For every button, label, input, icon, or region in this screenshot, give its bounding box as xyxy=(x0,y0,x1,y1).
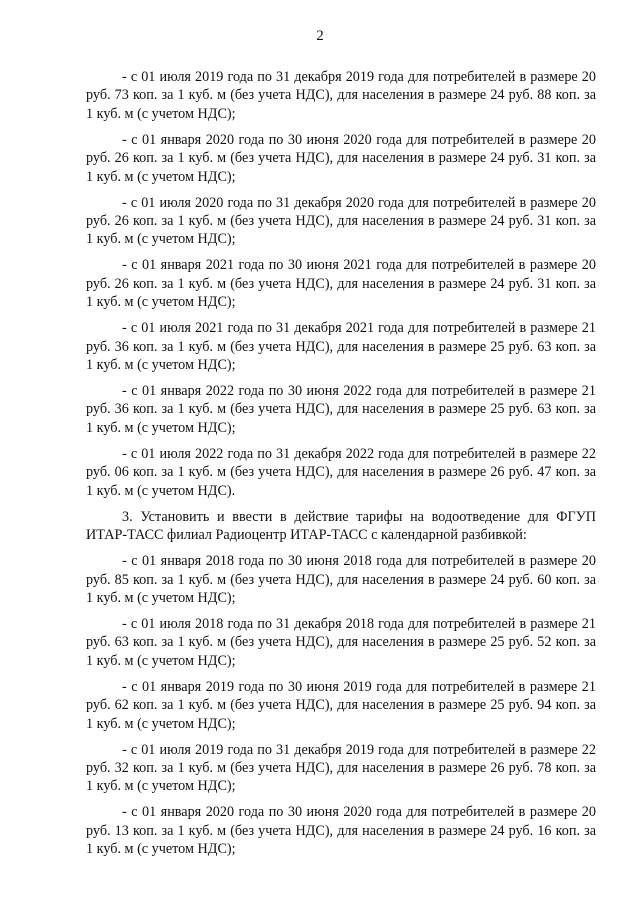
tariff-item-water-2022-h1: - с 01 января 2022 года по 30 июня 2022 года для потребителей в размере 21 руб. 36 коп. за 1 куб. м (без учета НДС), для населения в размере 25 руб. 63 коп. за 1 куб. м (с учетом НДС); xyxy=(86,383,596,436)
tariff-item-water-2022-h2: - с 01 июля 2022 года по 31 декабря 2022 года для потребителей в размере 22 руб. 06 коп. за 1 куб. м (без учета НДС), для населения в размере 26 руб. 47 коп. за 1 куб. м (с учетом НДС). xyxy=(86,445,596,499)
clause-3-wastewater-heading: 3. Установить и ввести в действие тарифы на водоотведение для ФГУП ИТАР-ТАСС филиал Радиоцентр ИТАР-ТАСС с календарной разбивкой: xyxy=(86,508,596,544)
tariff-item-water-2020-h2: - с 01 июля 2020 года по 31 декабря 2020 года для потребителей в размере 20 руб. 26 коп. за 1 куб. м (без учета НДС), для населения в размере 24 руб. 31 коп. за 1 куб. м (с учетом НДС); xyxy=(86,194,596,248)
tariff-item-water-2019-h2: - с 01 июля 2019 года по 31 декабря 2019 года для потребителей в размере 20 руб. 73 коп. за 1 куб. м (без учета НДС), для населения в размере 24 руб. 88 коп. за 1 куб. м (с учетом НДС); xyxy=(86,69,596,122)
tariff-item-wastewater-2018-h1: - с 01 января 2018 года по 30 июня 2018 года для потребителей в размере 20 руб. 85 коп. за 1 куб. м (без учета НДС), для населения в размере 24 руб. 60 коп. за 1 куб. м (с учетом НДС); xyxy=(86,553,596,606)
tariff-item-water-2021-h2: - с 01 июля 2021 года по 31 декабря 2021 года для потребителей в размере 21 руб. 36 коп. за 1 куб. м (без учета НДС), для населения в размере 25 руб. 63 коп. за 1 куб. м (с учетом НДС); xyxy=(86,320,596,374)
document-body xyxy=(86,68,596,866)
tariff-item-wastewater-2019-h2: - с 01 июля 2019 года по 31 декабря 2019 года для потребителей в размере 22 руб. 32 коп. за 1 куб. м (без учета НДС), для населения в размере 26 руб. 78 коп. за 1 куб. м (с учетом НДС); xyxy=(86,741,596,795)
tariff-item-water-2020-h1: - с 01 января 2020 года по 30 июня 2020 года для потребителей в размере 20 руб. 26 коп. за 1 куб. м (без учета НДС), для населения в размере 24 руб. 31 коп. за 1 куб. м (с учетом НДС); xyxy=(86,131,596,185)
tariff-item-water-2021-h1: - с 01 января 2021 года по 30 июня 2021 года для потребителей в размере 20 руб. 26 коп. за 1 куб. м (без учета НДС), для населения в размере 24 руб. 31 коп. за 1 куб. м (с учетом НДС); xyxy=(86,257,596,311)
tariff-item-wastewater-2020-h1: - с 01 января 2020 года по 30 июня 2020 года для потребителей в размере 20 руб. 13 коп. за 1 куб. м (без учета НДС), для населения в размере 24 руб. 16 коп. за 1 куб. м (с учетом НДС); xyxy=(86,804,596,858)
page-number: 2 xyxy=(316,28,324,44)
tariff-item-wastewater-2019-h1: - с 01 января 2019 года по 30 июня 2019 года для потребителей в размере 21 руб. 62 коп. за 1 куб. м (без учета НДС), для населения в размере 25 руб. 94 коп. за 1 куб. м (с учетом НДС); xyxy=(86,678,596,732)
tariff-item-wastewater-2018-h2: - с 01 июля 2018 года по 31 декабря 2018 года для потребителей в размере 21 руб. 63 коп. за 1 куб. м (без учета НДС), для населения в размере 25 руб. 52 коп. за 1 куб. м (с учетом НДС); xyxy=(86,615,596,669)
